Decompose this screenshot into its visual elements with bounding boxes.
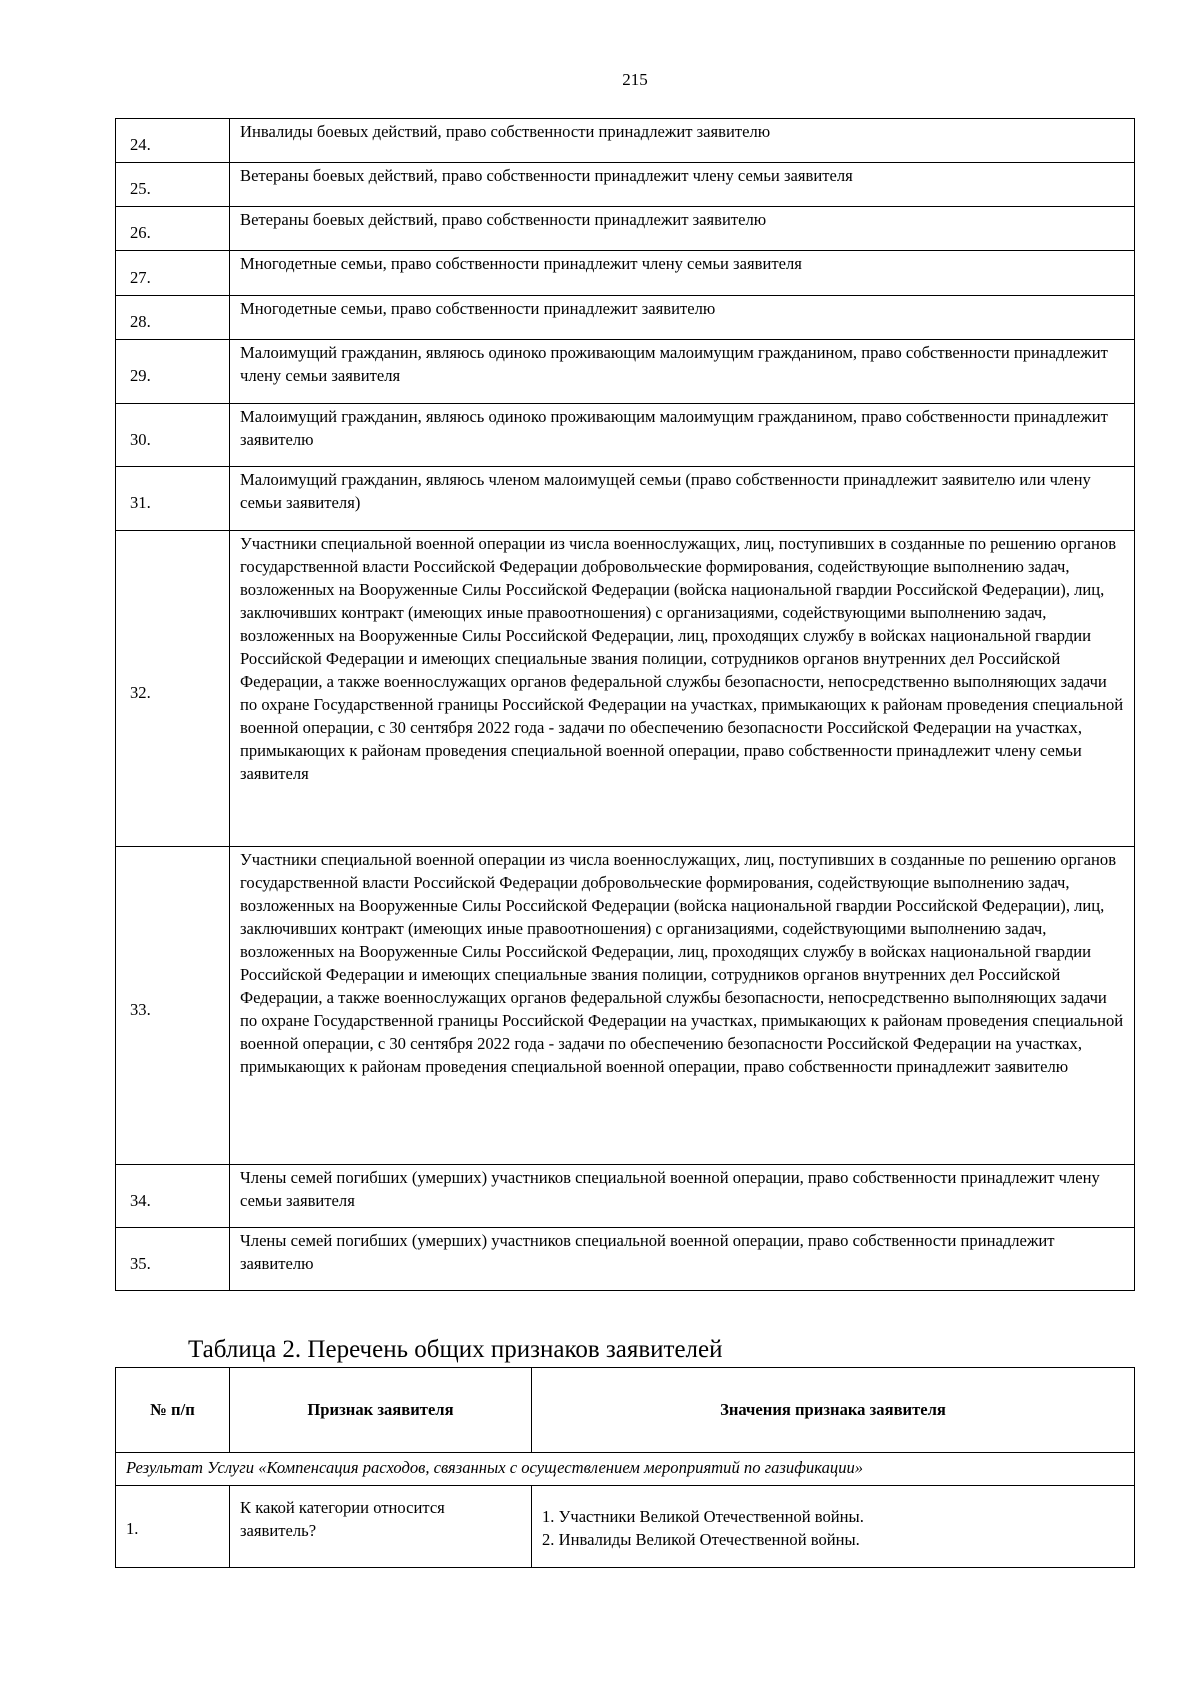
table-row — [116, 847, 1135, 1165]
row-number: 25. — [116, 163, 230, 207]
row-text: Многодетные семьи, право собственности принадлежит члену семьи заявителя — [230, 251, 1135, 296]
table-row — [116, 467, 1135, 531]
sign-values — [532, 1486, 1135, 1568]
row-text: Инвалиды боевых действий, право собственности принадлежит заявителю — [230, 119, 1135, 163]
row-number: 29. — [116, 340, 230, 404]
row-number: 27. — [116, 251, 230, 296]
sign-text: К какой категории относится заявитель? — [230, 1486, 532, 1568]
column-header-num: № п/п — [116, 1368, 230, 1453]
row-text: Малоимущий гражданин, являюсь членом малоимущей семьи (право собственности принадлежит заявителю или члену семьи заявителя) — [230, 467, 1135, 531]
row-number: 35. — [116, 1228, 230, 1291]
row-text: Участники специальной военной операции из числа военнослужащих, лиц, поступивших в созданные по решению органов государственной власти Российской Федерации добровольческие формирования, содействующие выполнению задач, возложенных на Вооруженные Силы Российской Федерации (войска национальной гвардии Российской Федерации), лиц, заключивших контракт (имеющих иные правоотношения) с организациями, содействующими выполнению задач, возложенных на Вооруженные Силы Российской Федерации, лиц, проходящих службу в войсках национальной гвардии Российской Федерации и имеющих специальные звания полиции, сотрудников органов внутренних дел Российской Федерации, а также военнослужащих органов федеральной службы безопасности, непосредственно выполняющих задачи по охране Государственной границы Российской Федерации на участках, примыкающих к районам проведения специальной военной операции, с 30 сентября 2022 года - задачи по обеспечению безопасности Российской Федерации на участках, примыкающих к районам проведения специальной военной операции, право собственности принадлежит заявителю — [230, 847, 1135, 1165]
row-text: Члены семей погибших (умерших) участников специальной военной операции, право собственности принадлежит заявителю — [230, 1228, 1135, 1291]
table2-title: Таблица 2. Перечень общих признаков заявителей — [188, 1336, 723, 1363]
row-number: 31. — [116, 467, 230, 531]
sign-value-item: 1. Участники Великой Отечественной войны. — [542, 1506, 864, 1526]
table-row — [116, 163, 1135, 207]
row-number: 33. — [116, 847, 230, 1165]
row-number: 24. — [116, 119, 230, 163]
table-row — [116, 531, 1135, 847]
applicant-variants-table — [115, 118, 1135, 1291]
section-row — [116, 1453, 1135, 1486]
row-number: 1. — [116, 1486, 230, 1568]
table-row — [116, 1228, 1135, 1291]
row-text: Малоимущий гражданин, являюсь одиноко проживающим малоимущим гражданином, право собственности принадлежит заявителю — [230, 404, 1135, 467]
row-text: Участники специальной военной операции из числа военнослужащих, лиц, поступивших в созданные по решению органов государственной власти Российской Федерации добровольческие формирования, содействующие выполнению задач, возложенных на Вооруженные Силы Российской Федерации (войска национальной гвардии Российской Федерации), лиц, заключивших контракт (имеющих иные правоотношения) с организациями, содействующими выполнению задач, возложенных на Вооруженные Силы Российской Федерации, лиц, проходящих службу в войсках национальной гвардии Российской Федерации и имеющих специальные звания полиции, сотрудников органов внутренних дел Российской Федерации, а также военнослужащих органов федеральной службы безопасности, непосредственно выполняющих задачи по охране Государственной границы Российской Федерации на участках, примыкающих к районам проведения специальной военной операции, с 30 сентября 2022 года - задачи по обеспечению безопасности Российской Федерации на участках, примыкающих к районам проведения специальной военной операции, право собственности принадлежит члену семьи заявителя — [230, 531, 1135, 847]
row-text: Члены семей погибших (умерших) участников специальной военной операции, право собственности принадлежит члену семьи заявителя — [230, 1165, 1135, 1228]
row-text: Малоимущий гражданин, являюсь одиноко проживающим малоимущим гражданином, право собственности принадлежит члену семьи заявителя — [230, 340, 1135, 404]
table-row — [116, 296, 1135, 340]
row-number: 26. — [116, 207, 230, 251]
page-number: 215 — [622, 70, 648, 89]
row-number: 28. — [116, 296, 230, 340]
row-number: 30. — [116, 404, 230, 467]
table-header-row — [116, 1368, 1135, 1453]
column-header-values: Значения признака заявителя — [532, 1368, 1135, 1453]
row-text: Ветераны боевых действий, право собственности принадлежит члену семьи заявителя — [230, 163, 1135, 207]
table-row — [116, 404, 1135, 467]
table-row — [116, 340, 1135, 404]
table-row — [116, 1486, 1135, 1568]
row-number: 32. — [116, 531, 230, 847]
column-header-sign: Признак заявителя — [230, 1368, 532, 1453]
section-title: Результат Услуги «Компенсация расходов, связанных с осуществлением мероприятий по газификации» — [116, 1453, 1135, 1486]
table-row — [116, 251, 1135, 296]
row-text: Ветераны боевых действий, право собственности принадлежит заявителю — [230, 207, 1135, 251]
table-row — [116, 1165, 1135, 1228]
row-text: Многодетные семьи, право собственности принадлежит заявителю — [230, 296, 1135, 340]
table-row — [116, 207, 1135, 251]
sign-value-item: 2. Инвалиды Великой Отечественной войны. — [542, 1529, 860, 1549]
applicant-signs-table — [115, 1367, 1135, 1568]
row-number: 34. — [116, 1165, 230, 1228]
table-row — [116, 119, 1135, 163]
